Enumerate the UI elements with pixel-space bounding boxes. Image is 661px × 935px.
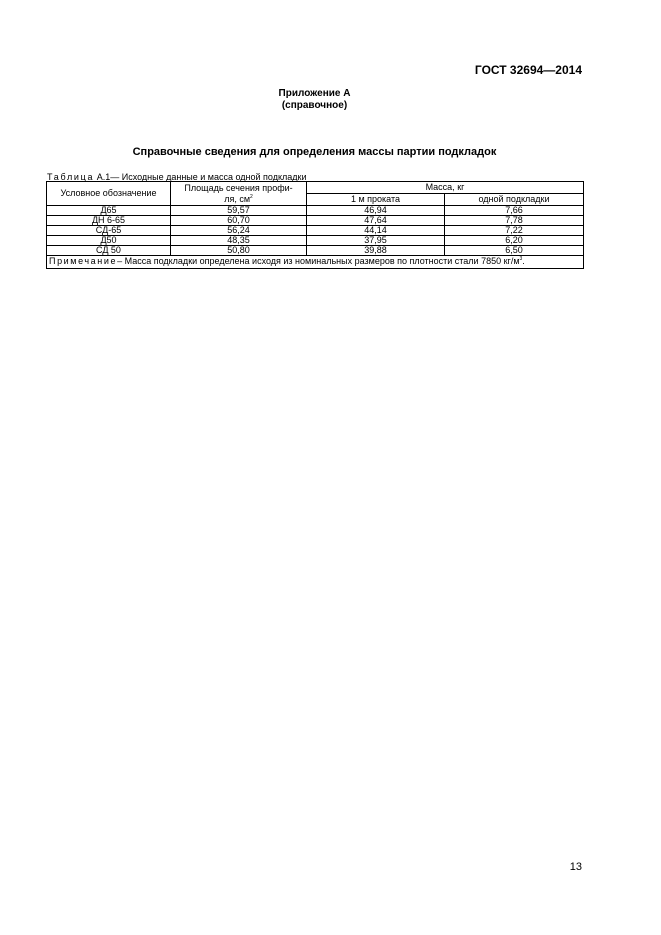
table-note	[47, 256, 584, 269]
cell-area: 50,80	[171, 246, 307, 256]
table-caption-text: А.1— Исходные данные и масса одной подкладки	[96, 172, 307, 182]
data-table	[46, 181, 584, 269]
table-header-row	[47, 182, 584, 194]
cell-mass-piece: 6,20	[445, 236, 584, 246]
cell-designation: Д65	[47, 206, 171, 216]
cell-mass-piece: 7,66	[445, 206, 584, 216]
document-code: ГОСТ 32694—2014	[474, 63, 582, 77]
note-end: .	[522, 256, 525, 266]
cell-area: 48,35	[171, 236, 307, 246]
header-area-line1: Площадь сечения профи-	[184, 182, 293, 193]
table-row	[47, 246, 584, 256]
page-number: 13	[569, 861, 582, 873]
table-note-row	[47, 256, 584, 269]
header-area-sup: 2	[250, 193, 253, 200]
cell-designation: СД-65	[47, 226, 171, 236]
cell-designation: Д50	[47, 236, 171, 246]
header-mass-per-meter: 1 м проката	[307, 194, 445, 206]
cell-mass-meter: 47,64	[307, 216, 445, 226]
cell-mass-piece: 7,78	[445, 216, 584, 226]
cell-mass-piece: 6,50	[445, 246, 584, 256]
cell-area: 59,57	[171, 206, 307, 216]
header-mass-per-piece: одной подкладки	[445, 194, 584, 206]
table-row	[47, 216, 584, 226]
page-title: Справочные сведения для определения массы партии подкладок	[132, 146, 497, 158]
table-row	[47, 226, 584, 236]
note-text: – Масса подкладки определена исходя из номинальных размеров по плотности стали 7850 кг/м	[117, 256, 520, 266]
appendix-title: Приложение А	[278, 88, 351, 99]
note-label: Примечание	[49, 256, 118, 266]
cell-designation: СД 50	[47, 246, 171, 256]
cell-mass-meter: 37,95	[307, 236, 445, 246]
appendix-heading	[0, 88, 629, 112]
header-area	[171, 182, 307, 206]
cell-designation: ДН 6-65	[47, 216, 171, 226]
cell-area: 60,70	[171, 216, 307, 226]
cell-mass-meter: 44,14	[307, 226, 445, 236]
cell-mass-meter: 39,88	[307, 246, 445, 256]
cell-area: 56,24	[171, 226, 307, 236]
table-row	[47, 236, 584, 246]
header-area-line2: ля, см	[224, 193, 251, 204]
table-row	[47, 206, 584, 216]
header-mass: Масса, кг	[307, 182, 584, 194]
cell-mass-piece: 7,22	[445, 226, 584, 236]
cell-mass-meter: 46,94	[307, 206, 445, 216]
table-caption-label: Таблица	[47, 172, 95, 182]
note-sup: 3	[519, 256, 523, 262]
header-designation: Условное обозначение	[47, 182, 171, 206]
appendix-subtitle: (справочное)	[281, 100, 348, 111]
